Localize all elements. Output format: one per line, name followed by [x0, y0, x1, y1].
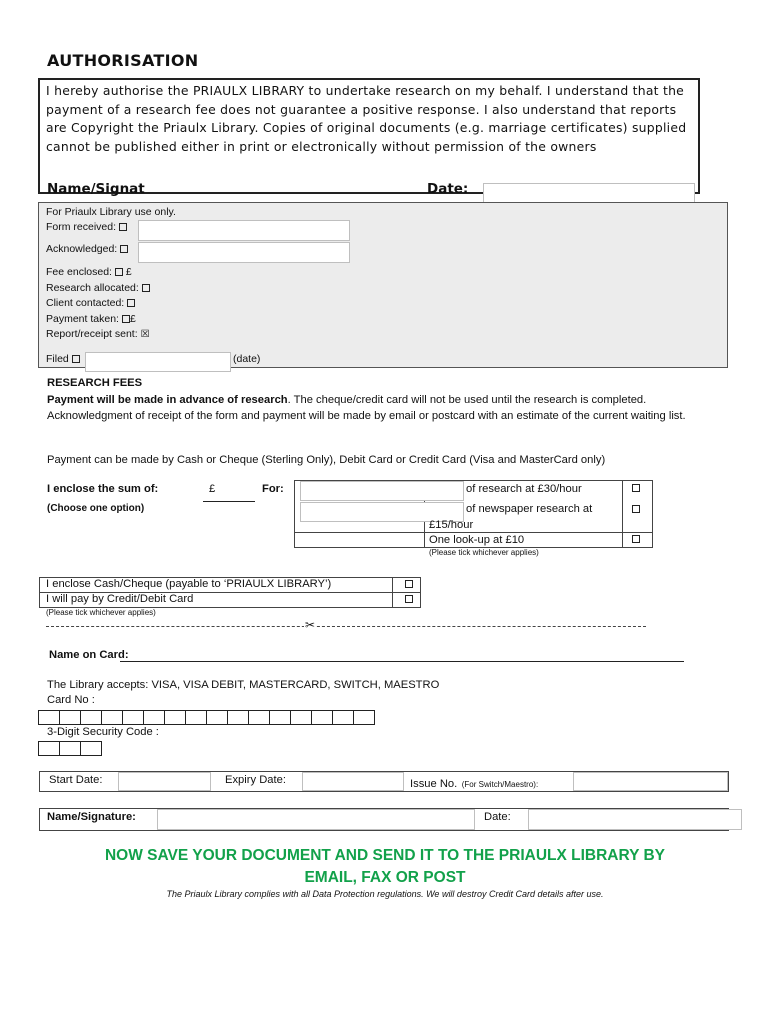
acknowledged-row — [46, 243, 128, 255]
card-number-digit-box[interactable] — [311, 710, 333, 725]
card-number-digit-box[interactable] — [332, 710, 354, 725]
dates-row-left — [39, 771, 40, 792]
footer-instruction-line1: NOW SAVE YOUR DOCUMENT AND SEND IT TO THE PRIAULX LIBRARY BY — [104, 847, 666, 864]
card-number-digit-box[interactable] — [38, 710, 60, 725]
acknowledged-checkbox[interactable] — [120, 245, 128, 253]
issue-number-field[interactable] — [573, 772, 728, 791]
card-number-boxes — [39, 710, 375, 725]
auth-date-field[interactable] — [483, 183, 695, 203]
research-hours-field[interactable] — [300, 481, 464, 501]
footer-instruction-line2: EMAIL, FAX OR POST — [304, 869, 466, 886]
start-date-field[interactable] — [118, 772, 211, 791]
client-contacted-checkbox[interactable] — [127, 299, 135, 307]
card-date-field[interactable] — [528, 809, 742, 830]
sig-row-left — [39, 808, 40, 831]
card-number-digit-box[interactable] — [80, 710, 102, 725]
card-number-digit-box[interactable] — [59, 710, 81, 725]
options-table-check-col — [622, 480, 623, 548]
card-number-digit-box[interactable] — [269, 710, 291, 725]
filed-checkbox[interactable] — [72, 355, 80, 363]
options-tick-note: (Please tick whichever applies) — [429, 548, 539, 557]
payment-taken-checkbox[interactable] — [122, 315, 130, 323]
payment-table-check-col — [392, 577, 393, 608]
form-received-checkbox[interactable] — [119, 223, 127, 231]
name-signature-label: Name/Signat — [47, 181, 145, 197]
filed-date-field[interactable] — [85, 352, 231, 372]
payment-table-left — [39, 577, 40, 608]
card-number-label: Card No : — [47, 694, 95, 706]
payment-methods-text: Payment can be made by Cash or Cheque (Sterling Only), Debit Card or Credit Card (Visa and MasterCard only) — [47, 454, 606, 466]
card-number-digit-box[interactable] — [185, 710, 207, 725]
filed-label: Filed — [46, 353, 69, 365]
card-date-label: Date: — [484, 811, 511, 823]
payment-card-checkbox[interactable] — [405, 595, 413, 603]
enclose-sum-label: I enclose the sum of: — [47, 483, 159, 495]
card-number-digit-box[interactable] — [122, 710, 144, 725]
card-signature-label: Name/Signature: — [47, 811, 136, 823]
security-code-label: 3-Digit Security Code : — [47, 726, 159, 738]
library-use-only-label: For Priaulx Library use only. — [46, 206, 176, 218]
research-fees-heading: RESEARCH FEES — [47, 377, 143, 389]
auth-date-label: Date: — [427, 181, 469, 197]
client-contacted-row — [46, 297, 135, 309]
option-newspaper-checkbox[interactable] — [632, 505, 640, 513]
advance-payment-text: . The cheque/credit card will not be used until the research is completed. Acknowledgment of receipt of the form and payment will be made by email or postcard with an estimate of the current waiting list. — [47, 394, 686, 422]
choose-one-note: (Choose one option) — [47, 503, 145, 514]
payment-tick-note: (Please tick whichever applies) — [46, 608, 156, 617]
start-date-label: Start Date: — [49, 774, 103, 786]
expiry-date-label: Expiry Date: — [225, 774, 286, 786]
issue-number-label-row — [410, 774, 538, 792]
research-allocated-checkbox[interactable] — [142, 284, 150, 292]
option-newspaper-text: of newspaper research at — [466, 503, 593, 515]
report-sent-checkbox[interactable]: ☒ — [140, 329, 150, 340]
section-heading-authorisation: AUTHORISATION — [47, 51, 199, 70]
options-table-divider — [294, 532, 652, 533]
payment-pound-sign: £ — [129, 313, 136, 325]
issue-number-label: Issue No. — [410, 778, 458, 790]
expiry-date-field[interactable] — [302, 772, 404, 791]
fee-enclosed-label: Fee enclosed: — [46, 266, 112, 278]
name-on-card-line[interactable] — [120, 661, 684, 662]
card-number-digit-box[interactable] — [101, 710, 123, 725]
card-number-digit-box[interactable] — [353, 710, 375, 725]
card-number-digit-box[interactable] — [164, 710, 186, 725]
acknowledged-field[interactable] — [138, 242, 350, 263]
filed-row — [46, 353, 80, 365]
report-sent-label: Report/receipt sent: — [46, 328, 138, 340]
security-code-boxes — [39, 741, 102, 756]
option-research-text: of research at £30/hour — [466, 483, 582, 495]
security-code-digit-box[interactable] — [38, 741, 60, 756]
sum-currency: £ — [209, 483, 216, 495]
for-label: For: — [262, 483, 284, 495]
report-sent-row — [46, 328, 150, 340]
client-contacted-label: Client contacted: — [46, 297, 125, 309]
advance-payment-paragraph — [47, 392, 732, 424]
option-lookup-text: One look-up at £10 — [429, 534, 525, 546]
form-received-row — [46, 221, 127, 233]
form-received-label: Form received: — [46, 221, 117, 233]
fee-pound-sign: £ — [125, 266, 132, 278]
cards-accepted-text: The Library accepts: VISA, VISA DEBIT, MASTERCARD, SWITCH, MAESTRO — [47, 679, 440, 691]
sum-underline[interactable] — [203, 501, 255, 502]
payment-option-card: I will pay by Credit/Debit Card — [46, 593, 194, 605]
card-signature-field[interactable] — [157, 809, 475, 830]
cut-line — [46, 626, 646, 627]
research-allocated-label: Research allocated: — [46, 282, 139, 294]
options-table-left — [294, 480, 295, 548]
card-number-digit-box[interactable] — [290, 710, 312, 725]
issue-number-note: (For Switch/Maestro): — [461, 780, 539, 789]
scissors-icon: ✂ — [305, 618, 316, 632]
payment-taken-label: Payment taken: — [46, 313, 119, 325]
filed-date-note: (date) — [233, 353, 261, 365]
option-lookup-checkbox[interactable] — [632, 535, 640, 543]
card-number-digit-box[interactable] — [248, 710, 270, 725]
fee-enclosed-checkbox[interactable] — [115, 268, 123, 276]
data-protection-notice: The Priaulx Library complies with all Data Protection regulations. We will destroy Credit Card details after use. — [166, 889, 604, 899]
research-allocated-row — [46, 282, 150, 294]
security-code-digit-box[interactable] — [80, 741, 102, 756]
card-number-digit-box[interactable] — [206, 710, 228, 725]
payment-cheque-checkbox[interactable] — [405, 580, 413, 588]
payment-taken-row — [46, 313, 136, 325]
advance-payment-bold: Payment will be made in advance of research — [47, 394, 288, 406]
sig-row-bottom — [39, 830, 729, 831]
options-table-right — [652, 480, 653, 548]
fee-enclosed-row — [46, 266, 132, 278]
dates-row-bottom — [39, 791, 729, 792]
card-number-digit-box[interactable] — [143, 710, 165, 725]
form-received-field[interactable] — [138, 220, 350, 241]
dates-row-right — [728, 771, 729, 792]
name-on-card-label: Name on Card: — [49, 649, 129, 661]
card-number-digit-box[interactable] — [227, 710, 249, 725]
option-research-checkbox[interactable] — [632, 484, 640, 492]
acknowledged-label: Acknowledged: — [46, 243, 118, 255]
payment-table-right — [420, 577, 421, 608]
payment-option-cheque: I enclose Cash/Cheque (payable to ‘PRIAULX LIBRARY’) — [46, 578, 332, 590]
authorisation-statement: I hereby authorise the PRIAULX LIBRARY to undertake research on my behalf. I understand that the payment of a research fee does not guarantee a positive response. I also understand that reports are Copyright the Priaulx Library. Copies of original documents (e.g. marriage certificates) supplied cannot be published either in print or electronically without permission of the owners — [46, 83, 687, 154]
option-newspaper-rate: £15/hour — [429, 519, 474, 531]
security-code-digit-box[interactable] — [59, 741, 81, 756]
